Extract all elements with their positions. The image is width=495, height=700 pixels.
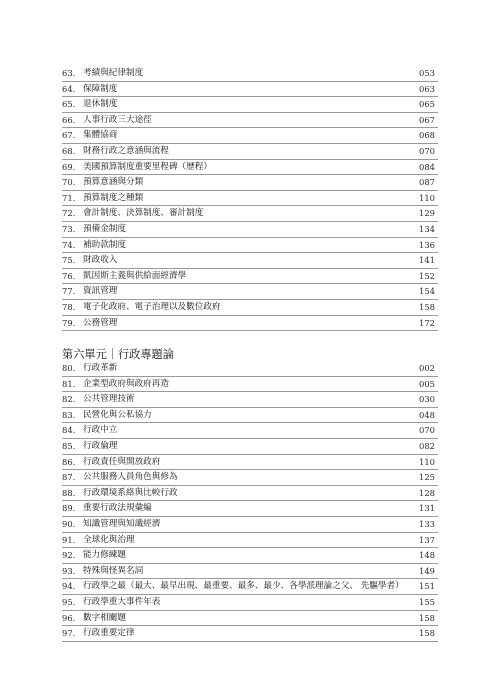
entry-number: 88.	[62, 487, 76, 498]
entry-number: 71.	[62, 192, 76, 203]
toc-entry	[62, 175, 438, 191]
entry-title: 美國預算制度重要里程碑（歷程）	[83, 161, 212, 172]
entry-number: 73.	[62, 223, 76, 234]
entry-number: 66.	[62, 114, 76, 125]
entry-page-number: 158	[419, 301, 435, 312]
entry-page-number: 155	[419, 596, 435, 607]
toc-entry	[62, 269, 438, 285]
entry-page-number: 087	[419, 177, 435, 188]
entry-title: 數字相關題	[83, 612, 126, 623]
entry-title: 公共服務人員角色與修為	[83, 472, 178, 483]
entry-page-number: 137	[419, 534, 435, 545]
entry-page-number: 129	[419, 208, 435, 219]
toc-entry	[62, 439, 438, 455]
entry-title: 行政學重大事件年表	[83, 596, 161, 607]
entry-number: 68.	[62, 145, 76, 156]
toc-entry	[62, 423, 438, 439]
entry-title: 財政收入	[83, 255, 118, 266]
toc-entry	[62, 548, 438, 564]
entry-page-number: 084	[419, 161, 435, 172]
entry-title: 民營化與公私協力	[83, 409, 152, 420]
toc-entry	[62, 486, 438, 502]
toc-entry	[62, 579, 438, 595]
entry-page-number: 065	[419, 99, 435, 110]
entry-title: 會計制度、決算制度、審計制度	[83, 208, 204, 219]
toc-entry	[62, 128, 438, 144]
entry-page-number: 070	[419, 425, 435, 436]
entry-page-number: 110	[419, 192, 435, 203]
entry-page-number: 048	[419, 409, 435, 420]
entry-page-number: 134	[419, 223, 435, 234]
entry-number: 89.	[62, 503, 76, 514]
toc-entry	[62, 66, 438, 82]
entry-number: 85.	[62, 440, 76, 451]
entry-title: 補助款制度	[83, 239, 126, 250]
toc-list-section-6	[62, 361, 438, 642]
toc-entry	[62, 517, 438, 533]
entry-page-number: 154	[419, 286, 435, 297]
toc-entry	[62, 470, 438, 486]
entry-title: 預算意涵與分類	[83, 177, 144, 188]
toc-list-section-5	[62, 66, 438, 331]
entry-page-number: 158	[419, 612, 435, 623]
entry-title: 企業型政府與政府再造	[83, 378, 169, 389]
entry-number: 83.	[62, 409, 76, 420]
entry-page-number: 172	[419, 317, 435, 328]
entry-title: 行政革新	[83, 363, 118, 373]
entry-title: 保障制度	[83, 83, 118, 94]
entry-title: 重要行政法規彙編	[83, 503, 152, 514]
entry-title: 特殊與怪異名詞	[83, 565, 144, 576]
entry-title: 凱因斯主義與供給面經濟學	[83, 270, 187, 281]
entry-title: 集體協商	[83, 130, 118, 141]
entry-page-number: 136	[419, 239, 435, 250]
entry-number: 77.	[62, 286, 76, 297]
toc-entry	[62, 595, 438, 611]
entry-page-number: 149	[419, 565, 435, 576]
toc-entry	[62, 564, 438, 580]
toc-entry	[62, 533, 438, 549]
toc-entry	[62, 611, 438, 627]
toc-entry	[62, 316, 438, 332]
entry-number: 76.	[62, 270, 76, 281]
entry-page-number: 063	[419, 83, 435, 94]
entry-page-number: 151	[419, 581, 435, 592]
entry-page-number: 128	[419, 487, 435, 498]
entry-page-number: 068	[419, 130, 435, 141]
toc-entry	[62, 455, 438, 471]
entry-number: 63.	[62, 68, 76, 78]
entry-number: 81.	[62, 378, 76, 389]
toc-entry	[62, 191, 438, 207]
entry-number: 75.	[62, 255, 76, 266]
toc-entry	[62, 160, 438, 176]
entry-number: 97.	[62, 628, 76, 639]
toc-entry	[62, 361, 438, 377]
entry-title: 行政重要定律	[83, 628, 135, 639]
toc-entry	[62, 300, 438, 316]
toc-entry	[62, 501, 438, 517]
entry-page-number: 110	[419, 456, 435, 467]
toc-entry	[62, 82, 438, 98]
entry-title: 退休制度	[83, 99, 118, 110]
entry-number: 87.	[62, 472, 76, 483]
entry-number: 78.	[62, 301, 76, 312]
toc-entry	[62, 392, 438, 408]
toc-entry	[62, 626, 438, 642]
entry-page-number: 070	[419, 145, 435, 156]
entry-number: 67.	[62, 130, 76, 141]
toc-entry	[62, 253, 438, 269]
entry-number: 64.	[62, 83, 76, 94]
entry-number: 92.	[62, 550, 76, 561]
toc-entry	[62, 113, 438, 129]
entry-title: 行政倫理	[83, 440, 118, 451]
entry-number: 84.	[62, 425, 76, 436]
entry-number: 69.	[62, 161, 76, 172]
toc-entry	[62, 144, 438, 160]
entry-number: 90.	[62, 518, 76, 529]
entry-page-number: 152	[419, 270, 435, 281]
entry-number: 80.	[62, 363, 76, 373]
entry-title: 全球化與治理	[83, 534, 135, 545]
entry-title: 行政環境系絡與比較行政	[83, 487, 178, 498]
entry-page-number: 133	[419, 518, 435, 529]
entry-title: 知識管理與知識經濟	[83, 518, 161, 529]
entry-number: 93.	[62, 565, 76, 576]
toc-entry	[62, 206, 438, 222]
toc-entry	[62, 97, 438, 113]
entry-page-number: 131	[419, 503, 435, 514]
entry-number: 94.	[62, 581, 76, 592]
entry-number: 96.	[62, 612, 76, 623]
entry-number: 91.	[62, 534, 76, 545]
entry-page-number: 082	[419, 440, 435, 451]
entry-title: 預算制度之種類	[83, 192, 144, 203]
entry-number: 95.	[62, 596, 76, 607]
entry-title: 公共管理技術	[83, 394, 135, 405]
toc-entry	[62, 238, 438, 254]
entry-title: 預備金制度	[83, 223, 126, 234]
toc-entry	[62, 222, 438, 238]
entry-number: 82.	[62, 394, 76, 405]
entry-page-number: 030	[419, 394, 435, 405]
toc-entry	[62, 408, 438, 424]
entry-title: 能力修練題	[83, 550, 126, 561]
entry-title: 人事行政三大途徑	[83, 114, 152, 125]
entry-number: 65.	[62, 99, 76, 110]
entry-page-number: 053	[419, 68, 435, 78]
entry-title: 行政學之最（最大、最早出現、最重要、最多、最少、各學派理論之父、 先驅學者）	[83, 581, 404, 592]
entry-number: 79.	[62, 317, 76, 328]
entry-page-number: 148	[419, 550, 435, 561]
entry-page-number: 158	[419, 628, 435, 639]
toc-entry	[62, 377, 438, 393]
entry-title: 考績與紀律制度	[83, 68, 144, 78]
toc-entry	[62, 284, 438, 300]
entry-page-number: 125	[419, 472, 435, 483]
entry-page-number: 005	[419, 378, 435, 389]
entry-number: 72.	[62, 208, 76, 219]
entry-title: 行政責任與開放政府	[83, 456, 161, 467]
entry-page-number: 141	[419, 255, 435, 266]
entry-page-number: 067	[419, 114, 435, 125]
entry-page-number: 002	[419, 363, 435, 373]
entry-title: 行政中立	[83, 425, 118, 436]
entry-number: 70.	[62, 177, 76, 188]
entry-title: 資訊管理	[83, 286, 118, 297]
entry-number: 74.	[62, 239, 76, 250]
unit-heading: 第六單元｜行政專題論	[62, 348, 174, 361]
entry-title: 財務行政之意涵與流程	[83, 145, 169, 156]
entry-number: 86.	[62, 456, 76, 467]
entry-title: 電子化政府、電子治理以及數位政府	[83, 301, 221, 312]
entry-title: 公務管理	[83, 317, 118, 328]
